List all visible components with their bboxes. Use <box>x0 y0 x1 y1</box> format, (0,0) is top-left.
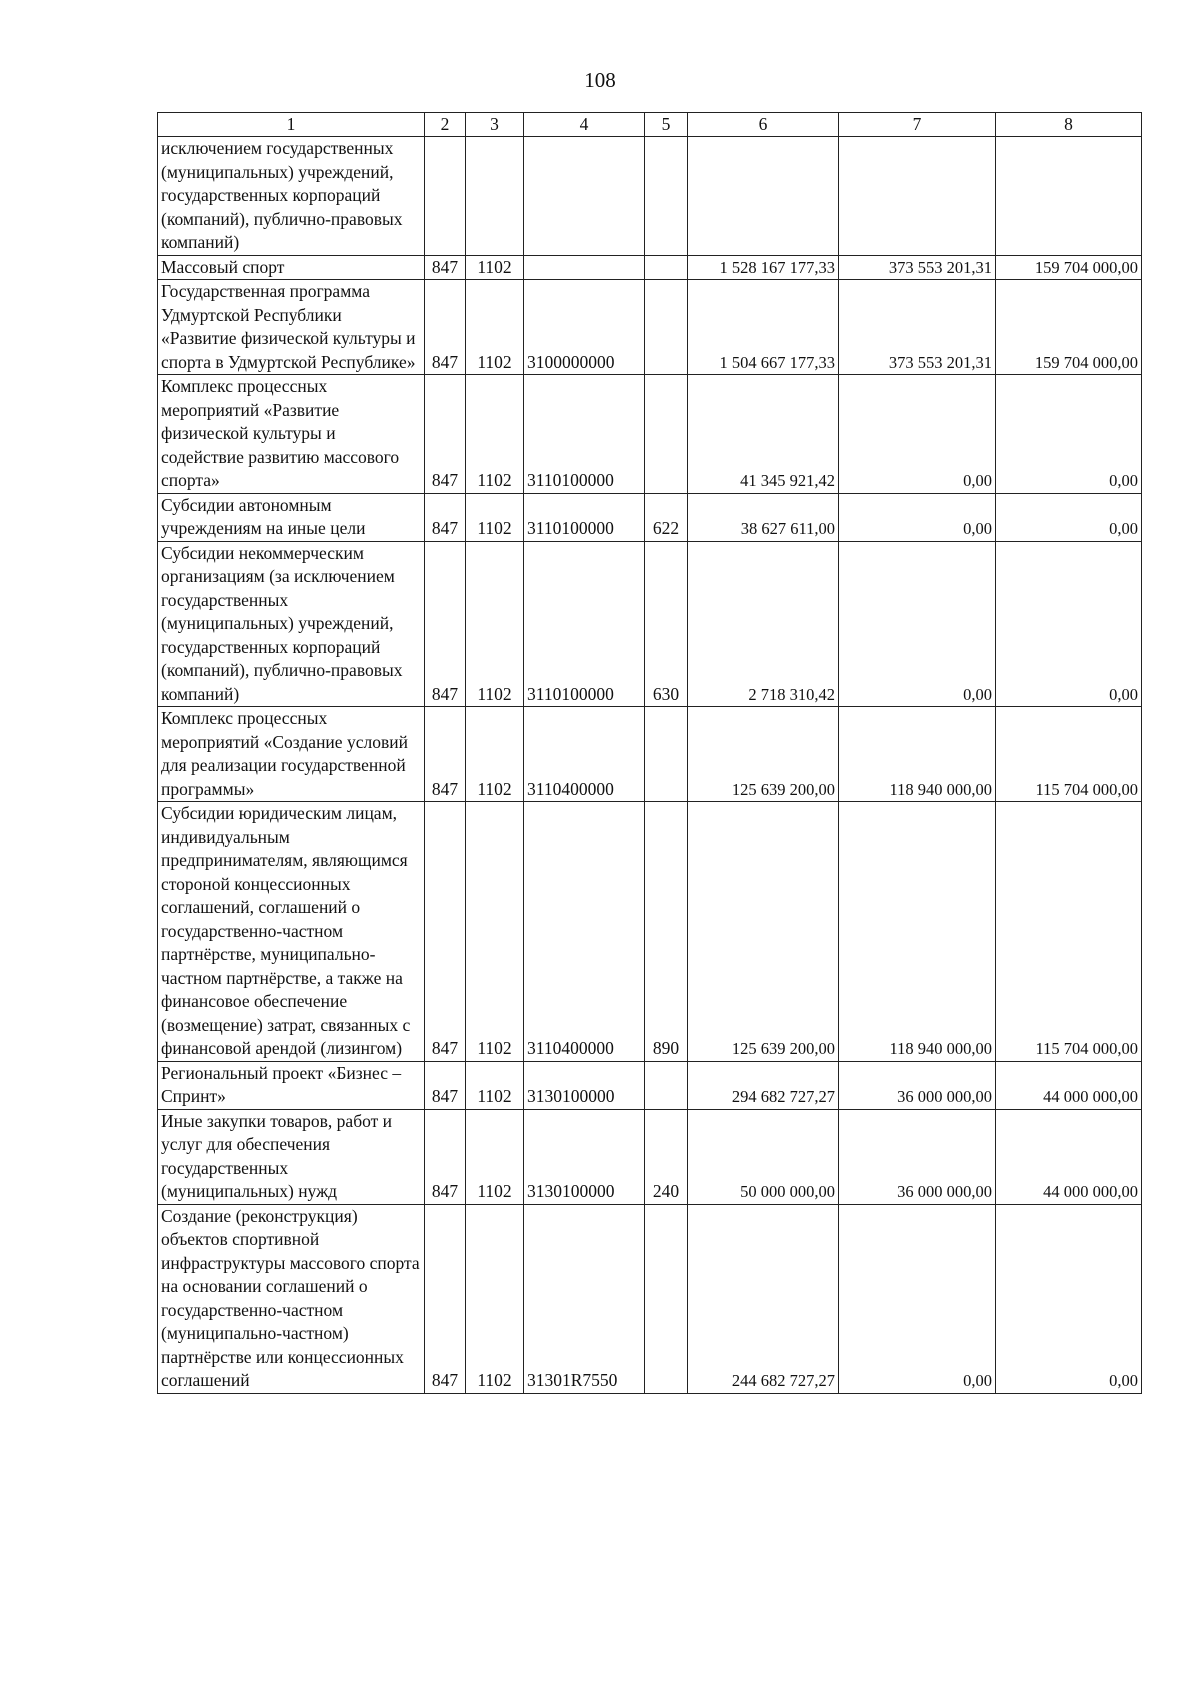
header-cell-1: 1 <box>158 113 425 137</box>
amount-col-8: 0,00 <box>996 541 1142 707</box>
amount-col-8 <box>996 137 1142 256</box>
row-label: Государственная программа Удмуртской Республики «Развитие физической культуры и спорта в Удмуртской Республике» <box>158 280 425 375</box>
ministry-code: 847 <box>425 1109 466 1204</box>
amount-col-8: 0,00 <box>996 375 1142 494</box>
row-label: Массовый спорт <box>158 255 425 280</box>
amount-col-8: 159 704 000,00 <box>996 280 1142 375</box>
amount-col-7: 118 940 000,00 <box>839 802 996 1062</box>
table-row <box>158 1204 1142 1393</box>
amount-col-6: 294 682 727,27 <box>688 1061 839 1109</box>
amount-col-6: 41 345 921,42 <box>688 375 839 494</box>
expense-type-code <box>645 707 688 802</box>
ministry-code <box>425 137 466 256</box>
expense-type-code <box>645 255 688 280</box>
ministry-code: 847 <box>425 375 466 494</box>
ministry-code: 847 <box>425 707 466 802</box>
header-cell-6: 6 <box>688 113 839 137</box>
target-article-code: 3130100000 <box>524 1061 645 1109</box>
amount-col-6 <box>688 137 839 256</box>
section-code: 1102 <box>466 707 524 802</box>
target-article-code: 3110100000 <box>524 493 645 541</box>
table-row <box>158 375 1142 494</box>
ministry-code: 847 <box>425 802 466 1062</box>
header-cell-2: 2 <box>425 113 466 137</box>
amount-col-6: 125 639 200,00 <box>688 707 839 802</box>
target-article-code: 3110100000 <box>524 375 645 494</box>
header-cell-7: 7 <box>839 113 996 137</box>
ministry-code: 847 <box>425 255 466 280</box>
table-row <box>158 541 1142 707</box>
header-cell-4: 4 <box>524 113 645 137</box>
amount-col-7: 118 940 000,00 <box>839 707 996 802</box>
target-article-code: 3100000000 <box>524 280 645 375</box>
amount-col-6: 125 639 200,00 <box>688 802 839 1062</box>
section-code: 1102 <box>466 375 524 494</box>
amount-col-6: 1 504 667 177,33 <box>688 280 839 375</box>
section-code <box>466 137 524 256</box>
amount-col-7: 373 553 201,31 <box>839 255 996 280</box>
row-label: исключением государственных (муниципальных) учреждений, государственных корпораций (компаний), публично-правовых компаний) <box>158 137 425 256</box>
expense-type-code <box>645 375 688 494</box>
table-row <box>158 255 1142 280</box>
row-label: Создание (реконструкция) объектов спортивной инфраструктуры массового спорта на основании соглашений о государственно-частном (муниципально-частном) партнёрстве или концессионных соглашений <box>158 1204 425 1393</box>
section-code: 1102 <box>466 541 524 707</box>
section-code: 1102 <box>466 1109 524 1204</box>
target-article-code: 3110400000 <box>524 802 645 1062</box>
table-row <box>158 280 1142 375</box>
page-number: 108 <box>584 68 616 92</box>
row-label: Субсидии юридическим лицам, индивидуальным предпринимателям, являющимся стороной концессионных соглашений, соглашений о государственно-частном партнёрстве, муниципально-частном партнёрстве, а также на финансовое обеспечение (возмещение) затрат, связанных с финансовой арендой (лизингом) <box>158 802 425 1062</box>
header-cell-3: 3 <box>466 113 524 137</box>
table-row <box>158 493 1142 541</box>
amount-col-6: 244 682 727,27 <box>688 1204 839 1393</box>
ministry-code: 847 <box>425 1061 466 1109</box>
amount-col-7: 36 000 000,00 <box>839 1061 996 1109</box>
row-label: Комплекс процессных мероприятий «Создание условий для реализации государственной программы» <box>158 707 425 802</box>
amount-col-8: 115 704 000,00 <box>996 802 1142 1062</box>
amount-col-7: 36 000 000,00 <box>839 1109 996 1204</box>
table-row <box>158 802 1142 1062</box>
ministry-code: 847 <box>425 541 466 707</box>
expense-type-code <box>645 1061 688 1109</box>
table-row <box>158 707 1142 802</box>
amount-col-7: 0,00 <box>839 493 996 541</box>
ministry-code: 847 <box>425 493 466 541</box>
row-label: Субсидии автономным учреждениям на иные цели <box>158 493 425 541</box>
section-code: 1102 <box>466 1061 524 1109</box>
target-article-code: 3110400000 <box>524 707 645 802</box>
header-cell-8: 8 <box>996 113 1142 137</box>
expense-type-code <box>645 280 688 375</box>
header-cell-5: 5 <box>645 113 688 137</box>
section-code: 1102 <box>466 802 524 1062</box>
target-article-code: 3110100000 <box>524 541 645 707</box>
row-label: Иные закупки товаров, работ и услуг для обеспечения государственных (муниципальных) нужд <box>158 1109 425 1204</box>
amount-col-8: 159 704 000,00 <box>996 255 1142 280</box>
expense-type-code: 890 <box>645 802 688 1062</box>
amount-col-8: 44 000 000,00 <box>996 1061 1142 1109</box>
ministry-code: 847 <box>425 280 466 375</box>
target-article-code: 3130100000 <box>524 1109 645 1204</box>
amount-col-7: 373 553 201,31 <box>839 280 996 375</box>
section-code: 1102 <box>466 493 524 541</box>
ministry-code: 847 <box>425 1204 466 1393</box>
amount-col-7: 0,00 <box>839 375 996 494</box>
amount-col-7: 0,00 <box>839 1204 996 1393</box>
amount-col-8: 44 000 000,00 <box>996 1109 1142 1204</box>
target-article-code <box>524 137 645 256</box>
expense-type-code: 622 <box>645 493 688 541</box>
row-label: Комплекс процессных мероприятий «Развитие физической культуры и содействие развитию массового спорта» <box>158 375 425 494</box>
section-code: 1102 <box>466 280 524 375</box>
amount-col-7 <box>839 137 996 256</box>
budget-table <box>157 112 1142 1394</box>
expense-type-code: 240 <box>645 1109 688 1204</box>
amount-col-6: 50 000 000,00 <box>688 1109 839 1204</box>
amount-col-8: 0,00 <box>996 1204 1142 1393</box>
row-label: Субсидии некоммерческим организациям (за исключением государственных (муниципальных) учреждений, государственных корпораций (компаний), публично-правовых компаний) <box>158 541 425 707</box>
expense-type-code: 630 <box>645 541 688 707</box>
amount-col-6: 2 718 310,42 <box>688 541 839 707</box>
table-row <box>158 1109 1142 1204</box>
section-code: 1102 <box>466 1204 524 1393</box>
expense-type-code <box>645 1204 688 1393</box>
row-label: Региональный проект «Бизнес – Спринт» <box>158 1061 425 1109</box>
amount-col-7: 0,00 <box>839 541 996 707</box>
target-article-code: 31301R7550 <box>524 1204 645 1393</box>
target-article-code <box>524 255 645 280</box>
section-code: 1102 <box>466 255 524 280</box>
table-row <box>158 1061 1142 1109</box>
table-row <box>158 137 1142 256</box>
table-header-row <box>158 113 1142 137</box>
amount-col-8: 115 704 000,00 <box>996 707 1142 802</box>
amount-col-6: 1 528 167 177,33 <box>688 255 839 280</box>
amount-col-8: 0,00 <box>996 493 1142 541</box>
amount-col-6: 38 627 611,00 <box>688 493 839 541</box>
expense-type-code <box>645 137 688 256</box>
